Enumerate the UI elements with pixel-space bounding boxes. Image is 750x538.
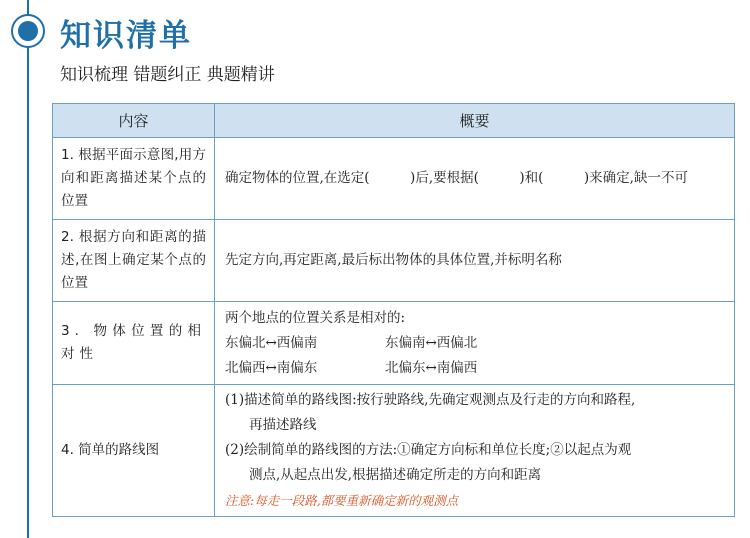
table-row (53, 385, 735, 517)
relativity-intro: 两个地点的位置关系是相对的: (225, 309, 406, 326)
route-item-2-cont: 测点,从起点出发,根据描述确定所走的方向和距离 (249, 466, 542, 483)
row-content: 1. 根据平面示意图,用方向和距离描述某个点的位置 (53, 138, 215, 220)
knowledge-table (52, 103, 735, 517)
header-summary: 概要 (215, 104, 735, 138)
table-row (53, 220, 735, 302)
row-content: 2. 根据方向和距离的描述,在图上确定某个点的位置 (53, 220, 215, 302)
relativity-pair: 北偏西↔南偏东 (225, 359, 318, 376)
route-item-1: (1)描述简单的路线图:按行驶路线,先确定观测点及行走的方向和路程, (225, 391, 636, 408)
row-content: 3. 物体位置的相对性 (53, 302, 215, 385)
row-summary (215, 302, 735, 385)
relativity-pair: 东偏北↔西偏南 (225, 334, 318, 351)
timeline-line (27, 0, 29, 538)
relativity-pair-row (225, 356, 724, 381)
row-summary (215, 385, 735, 517)
row-summary: 确定物体的位置,在选定( )后,要根据( )和( )来确定,缺一不可 (215, 138, 735, 220)
note-text: 注意:每走一段路,都要重新确定新的观测点 (225, 492, 459, 508)
row-summary: 先定方向,再定距离,最后标出物体的具体位置,并标明名称 (215, 220, 735, 302)
row-content: 4. 简单的路线图 (53, 385, 215, 517)
relativity-pair: 北偏东↔南偏西 (385, 359, 478, 376)
relativity-pair: 东偏南↔西偏北 (385, 334, 478, 351)
page-subtitle: 知识梳理 错题纠正 典题精讲 (60, 65, 275, 85)
page-title: 知识清单 (60, 18, 192, 54)
header-content: 内容 (53, 104, 215, 138)
table-row (53, 138, 735, 220)
route-item-1-cont: 再描述路线 (249, 416, 317, 433)
relativity-pair-row (225, 331, 724, 356)
table-row (53, 302, 735, 385)
table-header-row (53, 104, 735, 138)
route-item-2: (2)绘制简单的路线图的方法:①确定方向标和单位长度;②以起点为观 (225, 441, 632, 458)
circle-bullet-icon (11, 14, 45, 48)
